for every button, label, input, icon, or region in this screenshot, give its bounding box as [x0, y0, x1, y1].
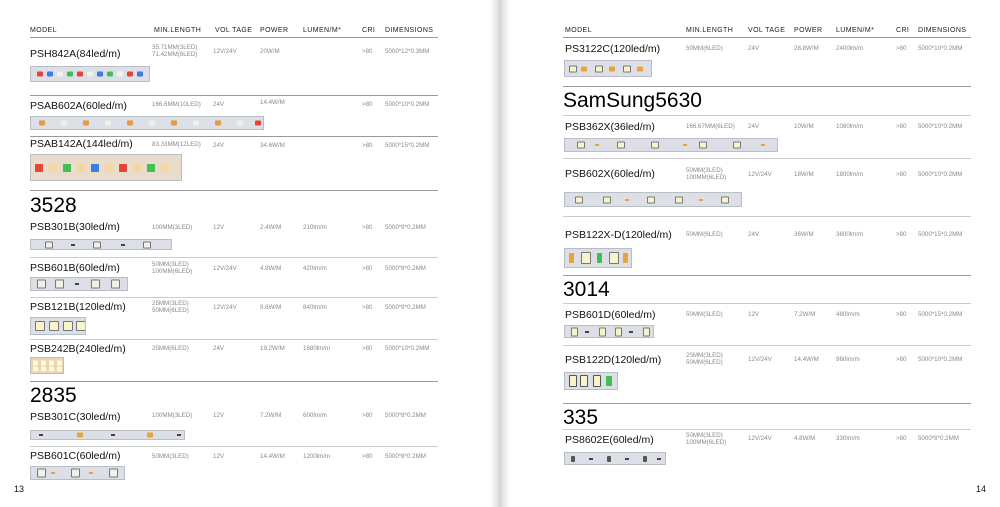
led-chip — [617, 142, 625, 149]
cri-value: >80 — [362, 412, 373, 419]
led-chip — [61, 121, 67, 126]
header-dimensions: DIMENSIONS — [918, 27, 967, 34]
led-chip — [35, 164, 43, 172]
resistor — [75, 283, 79, 285]
product-model: PSAB142A(144led/m) — [30, 138, 133, 150]
led-chip — [643, 327, 650, 336]
row-divider — [563, 115, 971, 116]
voltage-value: 24V — [748, 123, 760, 130]
min-length-line: 71.42MM(6LED) — [152, 51, 198, 58]
section-rule — [563, 86, 971, 87]
led-chip — [77, 433, 83, 438]
voltage-value: 12V/24V — [748, 356, 772, 363]
led-chip — [49, 321, 59, 331]
led-chip — [237, 121, 243, 126]
header-rule — [30, 37, 438, 38]
lumen-value: 1080lm/m — [836, 123, 864, 130]
led-chip — [637, 66, 643, 71]
min-length: 50MM(6LED) — [686, 45, 723, 52]
led-chip — [593, 375, 601, 387]
dimensions-value: 5000*10*0.2MM — [918, 356, 963, 363]
product-model: PSB362X(36led/m) — [565, 121, 655, 133]
left-page — [0, 0, 490, 507]
led-chip — [571, 456, 575, 462]
power-value: 20W/M — [260, 48, 280, 55]
header-lumen: LUMEN/M* — [836, 27, 875, 34]
resistor — [625, 458, 629, 460]
min-length: 50MM(3LED) — [152, 453, 189, 460]
led-chip — [91, 164, 99, 172]
led-strip-image — [564, 325, 654, 338]
led-chip — [580, 375, 588, 387]
led-chip — [171, 121, 177, 126]
cri-value: >80 — [896, 435, 907, 442]
led-chip — [47, 72, 53, 77]
header-dimensions: DIMENSIONS — [385, 27, 434, 34]
led-chip — [161, 164, 169, 172]
led-chip — [67, 72, 73, 77]
power-value: 7.2W/M — [260, 412, 282, 419]
product-model: PSB601D(60led/m) — [565, 309, 656, 321]
cri-value: >80 — [362, 265, 373, 272]
resistor — [177, 434, 181, 436]
voltage-value: 12V — [213, 453, 225, 460]
led-strip-image — [564, 192, 742, 207]
row-divider — [563, 429, 971, 430]
dimensions-value: 5000*10*0.2MM — [918, 171, 963, 178]
min-length — [152, 44, 197, 58]
led-strip-image — [30, 116, 264, 130]
led-strip-image — [30, 317, 86, 335]
min-length: 50MM(3LED) — [686, 311, 723, 318]
dimensions-value: 5000*15*0.2MM — [385, 142, 430, 149]
min-length-line: 50MM(3LED) — [686, 167, 723, 174]
voltage-value: 12V/24V — [213, 304, 237, 311]
led-chip — [623, 65, 631, 72]
product-model: PSB301B(30led/m) — [30, 221, 120, 233]
product-model: PSH842A(84led/m) — [30, 48, 121, 60]
voltage-value: 12V/24V — [748, 435, 772, 442]
dimensions-value: 5000*10*0.2MM — [385, 345, 430, 352]
lumen-value: 1680lm/m — [303, 345, 331, 352]
led-strip-image — [564, 248, 632, 268]
led-chip — [37, 280, 46, 289]
dimensions-value: 5000*10*0.2MM — [385, 101, 430, 108]
row-divider — [30, 297, 438, 298]
dimensions-value: 5000*12*0.3MM — [385, 48, 430, 55]
header-cri: CRI — [362, 27, 376, 34]
resistor — [111, 434, 115, 436]
lumen-value: 840lm/m — [303, 304, 327, 311]
min-length — [686, 167, 726, 181]
resistor — [121, 244, 125, 246]
resistor — [71, 244, 75, 246]
cri-value: >80 — [896, 356, 907, 363]
header-rule — [563, 37, 971, 38]
resistor — [595, 144, 599, 146]
min-length-line: 50MM(3LED) — [686, 432, 723, 439]
min-length-line: 100MM(6LED) — [686, 174, 727, 181]
led-chip — [39, 121, 45, 126]
cri-value: >80 — [362, 101, 373, 108]
resistor — [699, 199, 703, 201]
min-length-line: 25MM(3LED) — [686, 352, 723, 359]
page-number: 14 — [976, 484, 987, 494]
led-chip — [651, 142, 659, 149]
lumen-value: 1800lm/m — [836, 171, 864, 178]
section-title-335: 335 — [563, 406, 599, 429]
resistor — [589, 458, 593, 460]
row-divider — [563, 345, 971, 346]
product-model: PSB121B(120led/m) — [30, 301, 126, 313]
voltage-value: 12V/24V — [748, 171, 772, 178]
led-chip — [33, 366, 38, 371]
header-lumen: LUMEN/M* — [303, 27, 342, 34]
led-chip — [595, 65, 603, 72]
led-chip — [603, 196, 611, 203]
cri-value: >80 — [362, 224, 373, 231]
product-model: PS8602E(60led/m) — [565, 434, 654, 446]
led-strip-image — [564, 452, 666, 465]
led-chip — [91, 280, 100, 289]
led-chip — [71, 469, 80, 478]
product-model: PSB601C(60led/m) — [30, 450, 121, 462]
row-divider — [563, 216, 971, 217]
section-title-2835: 2835 — [30, 384, 77, 407]
led-strip-image — [30, 154, 182, 181]
cri-value: >80 — [362, 48, 373, 55]
power-value: 18W/M — [794, 171, 814, 178]
row-divider — [563, 303, 971, 304]
dimensions-value: 5000*10*0.2MM — [918, 45, 963, 52]
led-chip — [193, 121, 199, 126]
led-chip — [571, 327, 578, 336]
section-title-3014: 3014 — [563, 278, 610, 301]
led-chip — [609, 252, 619, 264]
min-length — [686, 432, 726, 446]
led-chip — [675, 196, 683, 203]
led-strip-image — [564, 60, 652, 77]
resistor — [625, 199, 629, 201]
cri-value: >80 — [362, 142, 373, 149]
product-model: PSB301C(30led/m) — [30, 411, 121, 423]
led-chip — [597, 253, 602, 263]
power-value: 19.2W/M — [260, 345, 285, 352]
header-cri: CRI — [896, 27, 910, 34]
led-chip — [149, 121, 155, 126]
product-model: PSB122X-D(120led/m) — [565, 229, 672, 241]
cri-value: >80 — [896, 311, 907, 318]
product-model: PSB122D(120led/m) — [565, 354, 662, 366]
led-chip — [127, 72, 133, 77]
section-rule — [30, 190, 438, 191]
header-model: MODEL — [565, 27, 592, 34]
led-chip — [57, 361, 62, 366]
led-chip — [49, 366, 54, 371]
led-chip — [49, 361, 54, 366]
dimensions-value: 5000*15*0.2MM — [918, 231, 963, 238]
section-rule — [563, 403, 971, 404]
product-model: PSB242B(240led/m) — [30, 343, 126, 355]
resistor — [657, 458, 661, 460]
led-strip-image — [564, 372, 618, 390]
led-chip — [581, 66, 587, 71]
voltage-value: 12V — [213, 412, 225, 419]
led-chip — [143, 241, 151, 248]
led-chip — [37, 469, 46, 478]
resistor — [683, 144, 687, 146]
led-chip — [599, 327, 606, 336]
power-value: 34.6W/M — [260, 142, 285, 149]
cri-value: >80 — [896, 231, 907, 238]
led-chip — [147, 164, 155, 172]
min-length — [152, 300, 189, 314]
led-chip — [41, 366, 46, 371]
power-value: 36W/M — [794, 231, 814, 238]
led-chip — [83, 121, 89, 126]
led-chip — [615, 327, 622, 336]
led-chip — [93, 241, 101, 248]
min-length: 100MM(3LED) — [152, 412, 193, 419]
led-chip — [105, 121, 111, 126]
right-page — [510, 0, 1000, 507]
header-min-length: MIN.LENGTH — [154, 27, 202, 34]
led-chip — [77, 72, 83, 77]
lumen-value: 480lm/m — [836, 311, 860, 318]
min-length: 25MM(6LED) — [152, 345, 189, 352]
led-strip-image — [30, 66, 150, 82]
min-length: 166.6MM(10LED) — [152, 101, 201, 108]
row-divider — [30, 446, 438, 447]
led-chip — [607, 456, 611, 462]
led-chip — [575, 196, 583, 203]
section-rule — [563, 275, 971, 276]
header-min-length: MIN.LENGTH — [686, 27, 734, 34]
power-value: 9.6W/M — [260, 304, 282, 311]
led-chip — [581, 252, 591, 264]
min-length — [686, 352, 723, 366]
voltage-value: 12V — [213, 224, 225, 231]
lumen-value: 330lm/m — [836, 435, 860, 442]
book-gutter — [490, 0, 510, 507]
product-model: PSAB602A(60led/m) — [30, 100, 127, 112]
led-chip — [57, 366, 62, 371]
led-chip — [107, 72, 113, 77]
min-length — [152, 261, 192, 275]
voltage-value: 12V — [748, 311, 760, 318]
row-divider — [30, 95, 438, 96]
row-divider — [563, 158, 971, 159]
header-power: POWER — [260, 27, 289, 34]
led-chip — [609, 66, 615, 71]
header-voltage: VOL TAGE — [215, 27, 253, 34]
dimensions-value: 5000*10*0.2MM — [918, 123, 963, 130]
min-length: 50MM(6LED) — [686, 231, 723, 238]
voltage-value: 24V — [213, 142, 225, 149]
led-chip — [111, 280, 120, 289]
page-number: 13 — [14, 484, 25, 494]
header-model: MODEL — [30, 27, 57, 34]
led-chip — [76, 321, 86, 331]
product-model: PS3122C(120led/m) — [565, 43, 661, 55]
led-chip — [41, 361, 46, 366]
led-chip — [45, 241, 53, 248]
min-length-line: 35.71MM(3LED) — [152, 44, 198, 51]
resistor — [761, 144, 765, 146]
voltage-value: 24V — [213, 101, 225, 108]
resistor — [39, 434, 43, 436]
led-chip — [255, 121, 261, 126]
led-chip — [623, 253, 628, 263]
led-chip — [569, 65, 577, 72]
led-chip — [577, 142, 585, 149]
header-power: POWER — [794, 27, 823, 34]
led-chip — [647, 196, 655, 203]
min-length-line: 50MM(6LED) — [152, 307, 189, 314]
power-value: 10W/M — [794, 123, 814, 130]
row-divider — [30, 339, 438, 340]
voltage-value: 24V — [748, 45, 760, 52]
row-divider — [30, 136, 438, 137]
voltage-value: 12V/24V — [213, 48, 237, 55]
led-chip — [109, 469, 118, 478]
led-chip — [137, 72, 143, 77]
led-chip — [569, 253, 574, 263]
dimensions-value: 5000*8*0.2MM — [918, 435, 959, 442]
dimensions-value: 5000*8*0.2MM — [385, 224, 426, 231]
lumen-value: 600lm/m — [303, 412, 327, 419]
led-chip — [35, 321, 45, 331]
voltage-value: 24V — [213, 345, 225, 352]
cri-value: >80 — [362, 345, 373, 352]
header-voltage: VOL TAGE — [748, 27, 786, 34]
min-length-line: 100MM(6LED) — [152, 268, 193, 275]
led-chip — [119, 164, 127, 172]
led-strip-image — [30, 466, 125, 480]
section-rule — [30, 381, 438, 382]
led-chip — [49, 164, 57, 172]
led-strip-image — [564, 138, 778, 152]
power-value: 28.8W/M — [794, 45, 819, 52]
led-chip — [643, 456, 647, 462]
led-chip — [215, 121, 221, 126]
led-chip — [33, 361, 38, 366]
led-chip — [63, 321, 73, 331]
led-chip — [97, 72, 103, 77]
min-length-line: 100MM(6LED) — [686, 439, 727, 446]
power-value: 7.2W/M — [794, 311, 816, 318]
led-chip — [77, 164, 85, 172]
min-length-line: 25MM(3LED) — [152, 300, 189, 307]
led-strip-image — [30, 357, 64, 374]
led-chip — [147, 433, 153, 438]
product-model: PSB602X(60led/m) — [565, 168, 655, 180]
cri-value: >80 — [362, 304, 373, 311]
power-value: 14.4W/M — [260, 99, 285, 106]
lumen-value: 1200lm/m — [303, 453, 331, 460]
voltage-value: 12V/24V — [213, 265, 237, 272]
led-chip — [117, 72, 123, 77]
min-length-line: 50MM(3LED) — [152, 261, 189, 268]
led-strip-image — [30, 430, 185, 440]
power-value: 4.8W/M — [260, 265, 282, 272]
dimensions-value: 5000*8*0.2MM — [385, 453, 426, 460]
min-length-line: 50MM(6LED) — [686, 359, 723, 366]
led-chip — [721, 196, 729, 203]
cri-value: >80 — [896, 171, 907, 178]
product-model: PSB601B(60led/m) — [30, 262, 120, 274]
lumen-value: 960lm/m — [836, 356, 860, 363]
voltage-value: 24V — [748, 231, 760, 238]
power-value: 4.8W/M — [794, 435, 816, 442]
led-chip — [57, 72, 63, 77]
led-chip — [105, 164, 113, 172]
led-chip — [87, 72, 93, 77]
led-chip — [55, 280, 64, 289]
dimensions-value: 5000*15*0.2MM — [918, 311, 963, 318]
power-value: 14.4W/M — [260, 453, 285, 460]
resistor — [89, 472, 93, 474]
led-strip-image — [30, 239, 172, 250]
led-chip — [127, 121, 133, 126]
lumen-value: 2400lm/m — [836, 45, 864, 52]
dimensions-value: 5000*8*0.2MM — [385, 304, 426, 311]
led-chip — [733, 142, 741, 149]
led-chip — [133, 164, 141, 172]
min-length: 100MM(3LED) — [152, 224, 193, 231]
row-divider — [30, 257, 438, 258]
cri-value: >80 — [362, 453, 373, 460]
led-chip — [63, 164, 71, 172]
led-chip — [699, 142, 707, 149]
min-length: 83.33MM(12LED) — [152, 141, 201, 148]
led-chip — [37, 72, 43, 77]
dimensions-value: 5000*8*0.2MM — [385, 265, 426, 272]
cri-value: >80 — [896, 123, 907, 130]
section-title-3528: 3528 — [30, 194, 77, 217]
resistor — [51, 472, 55, 474]
led-chip — [606, 376, 612, 386]
lumen-value: 3600lm/m — [836, 231, 864, 238]
resistor — [629, 331, 633, 333]
min-length: 166.67MM(6LED) — [686, 123, 735, 130]
led-chip — [569, 375, 577, 387]
cri-value: >80 — [896, 45, 907, 52]
power-value: 2.4W/M — [260, 224, 282, 231]
dimensions-value: 5000*8*0.2MM — [385, 412, 426, 419]
lumen-value: 420lm/m — [303, 265, 327, 272]
led-strip-image — [30, 277, 128, 291]
power-value: 14.4W/M — [794, 356, 819, 363]
lumen-value: 210lm/m — [303, 224, 327, 231]
section-title-samsung5630: SamSung5630 — [563, 89, 702, 112]
resistor — [585, 331, 589, 333]
